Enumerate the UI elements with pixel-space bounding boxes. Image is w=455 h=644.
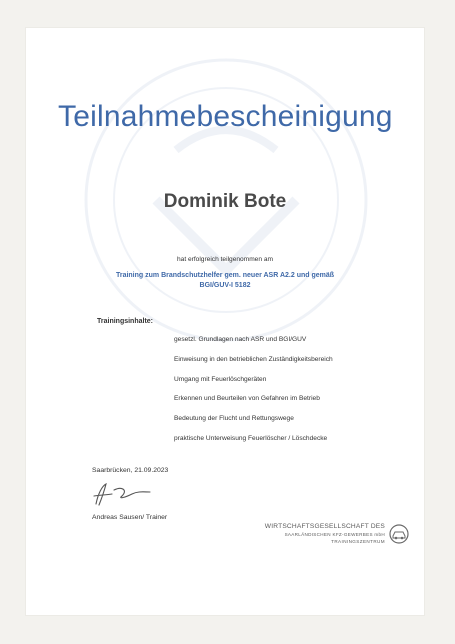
- list-item: Erkennen und Beurteilen von Gefahren im Betrieb: [174, 395, 320, 403]
- training-title-line-2: BGI/GUV-I 5182: [199, 282, 251, 289]
- org-line-3: TRAININGSZENTRUM: [331, 539, 385, 544]
- signature: [88, 480, 158, 510]
- list-item: Umgang mit Feuerlöschgeräten: [174, 375, 267, 383]
- participant-name: Dominik Bote: [163, 191, 287, 212]
- training-title: [86, 271, 364, 291]
- list-item: Bedeutung der Flucht und Rettungswege: [174, 415, 294, 423]
- list-item: Einweisung in den betrieblichen Zuständigkeitsbereich: [174, 355, 333, 363]
- car-emblem-icon: [389, 524, 409, 544]
- signer-name: Andreas Sausen/ Trainer: [92, 514, 168, 521]
- contents-label: Trainingsinhalte:: [97, 318, 154, 325]
- training-contents-list: [174, 336, 333, 455]
- certificate-page: [26, 28, 424, 615]
- training-title-line-1: Training zum Brandschutzhelfer gem. neuer ASR A2.2 und gemäß: [115, 272, 335, 279]
- list-item: praktische Unterweisung Feuerlöscher / Löschdecke: [174, 434, 328, 442]
- organization-logo: [255, 521, 415, 563]
- list-item: gesetzl. Grundlagen nach ASR und BGI/GUV: [174, 336, 307, 343]
- certificate-title: Teilnahmebescheinigung: [58, 100, 393, 133]
- org-line-2: SAARLÄNDISCHEN KFZ-GEWERBES mbH: [284, 532, 385, 537]
- completion-text: hat erfolgreich teilgenommen am: [176, 256, 274, 263]
- org-line-1: WIRTSCHAFTSGESELLSCHAFT DES: [264, 523, 385, 530]
- place-date: Saarbrücken, 21.09.2023: [92, 467, 169, 474]
